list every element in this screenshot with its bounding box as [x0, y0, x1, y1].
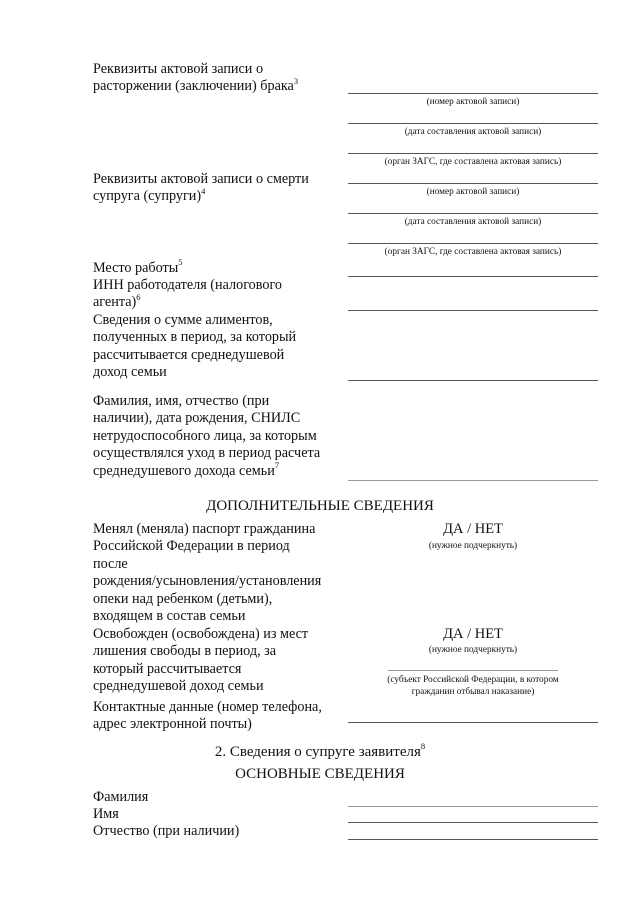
death-record-office-line[interactable] — [348, 243, 598, 244]
death-record-label-line2: супруга (супруги)$^4$ — [93, 185, 206, 205]
marriage-record-label-line2: расторжении (заключении) брака$^3$ — [93, 75, 299, 95]
spouse-section-title: 2. Сведения о супруге заявителя$^8$ — [214, 741, 426, 760]
inn-line[interactable] — [348, 310, 598, 311]
basic-info-heading: ОСНОВНЫЕ СВЕДЕНИЯ — [235, 766, 405, 782]
marriage-record-date-caption: (дата составления актовой записи) — [404, 127, 542, 137]
contacts-line[interactable] — [348, 722, 598, 723]
spouse-name-line[interactable] — [348, 822, 598, 823]
death-record-label — [93, 171, 309, 206]
additional-info-heading: ДОПОЛНИТЕЛЬНЫЕ СВЕДЕНИЯ — [206, 498, 434, 514]
prison-release-label-line: среднедушевой доход семьи — [93, 678, 264, 695]
marriage-record-number-line[interactable] — [348, 93, 598, 94]
footnote-marker: 4 — [201, 185, 206, 196]
passport-change-label-line: Менял (меняла) паспорт гражданина — [93, 521, 316, 537]
disabled-care-label-line: наличии), дата рождения, СНИЛС — [93, 410, 301, 427]
spouse-patronymic-line[interactable] — [348, 839, 598, 840]
death-record-date-line[interactable] — [348, 213, 598, 214]
footnote-marker: 5 — [178, 257, 183, 268]
passport-change-yes-no[interactable]: ДА / НЕТ — [443, 521, 503, 537]
disabled-care-label-line: нетрудоспособного лица, за которым — [93, 427, 317, 444]
prison-release-yes-no[interactable]: ДА / НЕТ — [443, 626, 503, 642]
prison-release-label-line: лишения свободы в период, за — [93, 643, 277, 660]
disabled-care-label-line: осуществлялся уход в период расчета — [93, 445, 321, 462]
prison-region-caption-line1: (субъект Российской Федерации, в котором — [387, 675, 559, 685]
prison-release-label-line: который рассчитывается — [93, 660, 242, 677]
alimony-label-line: полученных в период, за который — [93, 329, 297, 346]
death-record-date-caption: (дата составления актовой записи) — [404, 217, 542, 227]
disabled-care-line[interactable] — [348, 480, 598, 481]
inn-label-line2: агента)$^6$ — [93, 291, 141, 311]
disabled-care-label-line: среднедушевого дохода семьи$^7$ — [93, 459, 280, 479]
footnote-marker: 3 — [293, 75, 299, 86]
contacts-label — [93, 699, 322, 734]
marriage-record-office-caption: (орган ЗАГС, где составлена актовая запись) — [384, 157, 562, 167]
spouse-name-label: Имя — [93, 806, 119, 822]
passport-change-label-line: входящем в состав семьи — [93, 608, 246, 625]
inn-label — [93, 277, 282, 312]
death-record-number-caption: (номер актовой записи) — [426, 187, 520, 197]
passport-change-hint: (нужное подчеркнуть) — [428, 541, 518, 551]
death-record-number-line[interactable] — [348, 183, 598, 184]
contacts-label-line: Контактные данные (номер телефона, — [93, 699, 322, 715]
prison-release-label-line: Освобожден (освобождена) из мест — [93, 626, 309, 642]
workplace-line[interactable] — [348, 276, 598, 277]
passport-change-label-line: рождения/усыновления/установления — [93, 573, 322, 590]
marriage-record-label — [93, 61, 298, 96]
inn-label-line1: ИНН работодателя (налогового — [93, 277, 283, 293]
footnote-marker: 7 — [274, 459, 280, 470]
alimony-line[interactable] — [348, 380, 598, 381]
alimony-label-line: Сведения о сумме алиментов, — [93, 312, 273, 328]
disabled-care-label-line: Фамилия, имя, отчество (при — [93, 393, 270, 409]
footnote-marker: 8 — [420, 741, 426, 751]
workplace-label: Место работы$^5$ — [93, 257, 183, 276]
marriage-record-label-line1: Реквизиты актовой записи о — [93, 61, 264, 77]
alimony-label — [93, 312, 296, 382]
prison-region-line[interactable] — [388, 670, 558, 671]
spouse-patronymic-label: Отчество (при наличии) — [93, 823, 240, 839]
marriage-record-number-caption: (номер актовой записи) — [426, 97, 520, 107]
passport-change-label-line: после — [93, 555, 128, 572]
alimony-label-line: рассчитывается среднедушевой — [93, 346, 285, 363]
spouse-surname-label: Фамилия — [93, 789, 149, 805]
contacts-label-line: адрес электронной почты) — [93, 716, 252, 733]
passport-change-label — [93, 521, 321, 625]
spouse-surname-line[interactable] — [348, 806, 598, 807]
prison-release-label — [93, 626, 308, 696]
disabled-care-label — [93, 393, 320, 480]
marriage-record-date-line[interactable] — [348, 123, 598, 124]
passport-change-label-line: опеки над ребенком (детьми), — [93, 590, 273, 607]
footnote-marker: 6 — [136, 291, 141, 302]
death-record-label-line1: Реквизиты актовой записи о смерти — [93, 171, 309, 187]
prison-release-hint: (нужное подчеркнуть) — [428, 645, 518, 655]
passport-change-label-line: Российской Федерации в период — [93, 538, 290, 555]
prison-region-caption-line2: гражданин отбывал наказание) — [411, 687, 535, 697]
death-record-office-caption: (орган ЗАГС, где составлена актовая запись) — [384, 247, 562, 257]
marriage-record-office-line[interactable] — [348, 153, 598, 154]
alimony-label-line: доход семьи — [93, 364, 167, 381]
